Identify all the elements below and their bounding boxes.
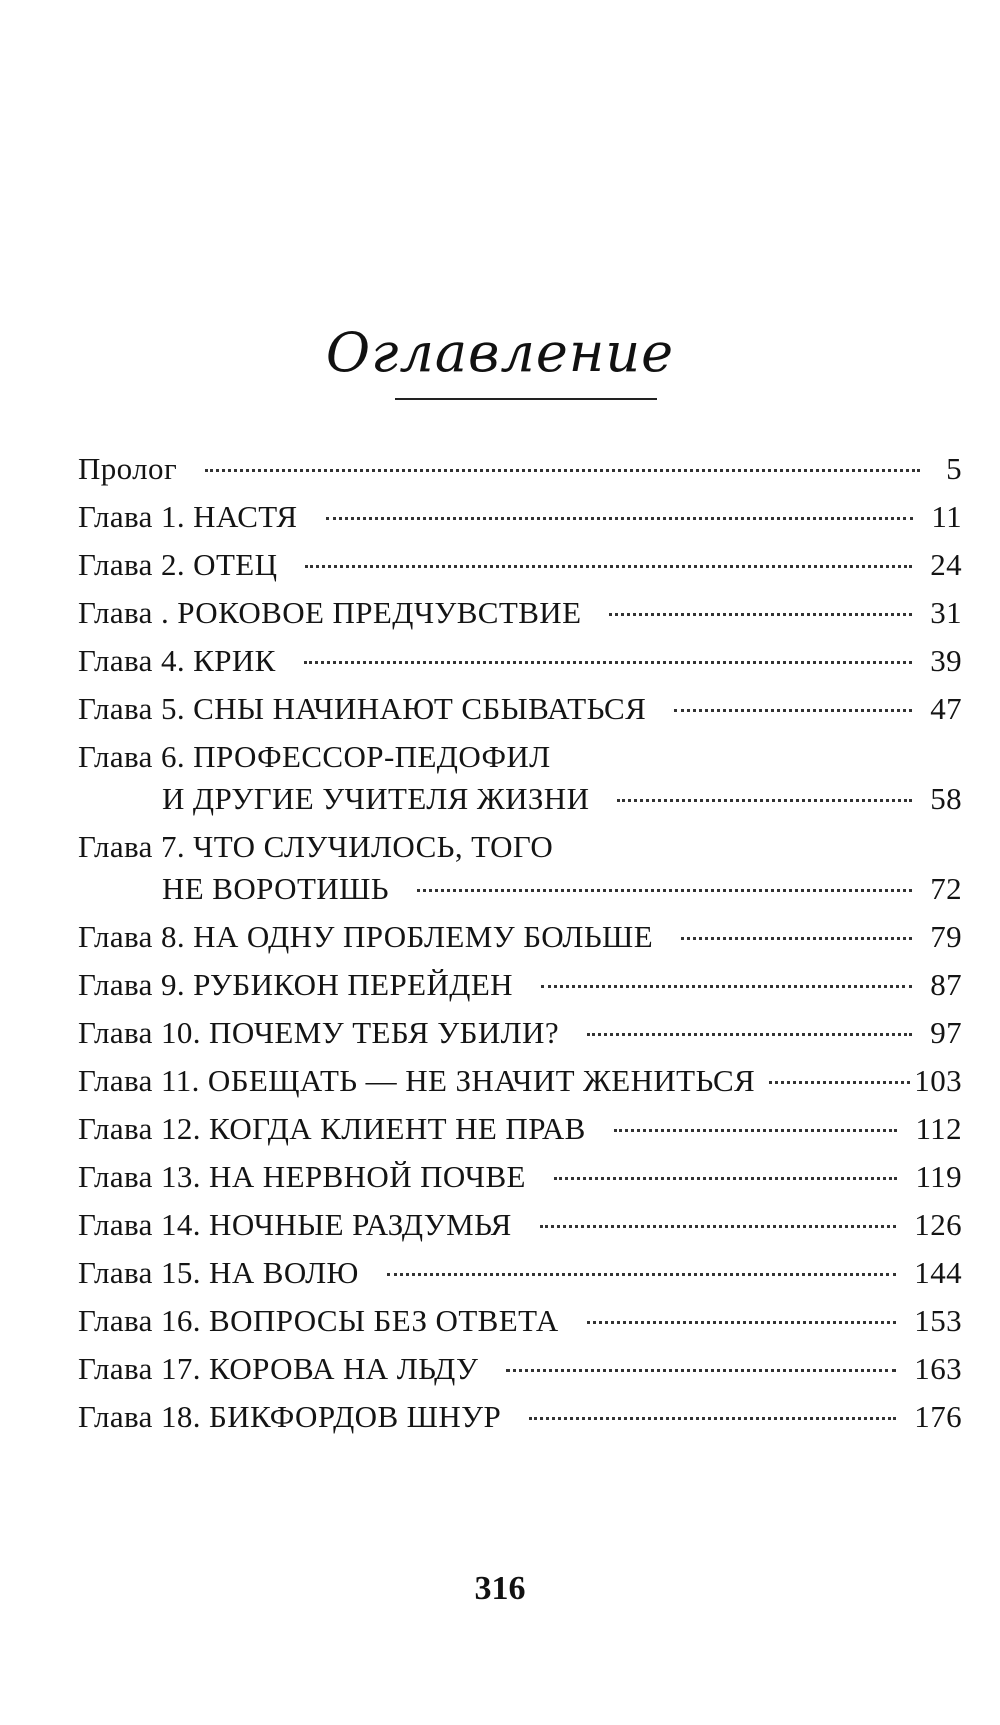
dot-leader xyxy=(554,1177,898,1180)
toc-entry-label: Глава 12. КОГДА КЛИЕНТ НЕ ПРАВ xyxy=(78,1111,586,1146)
toc-entry-chapter-5[interactable] xyxy=(78,688,962,730)
toc-entry-page: 39 xyxy=(930,643,962,678)
dot-leader xyxy=(674,709,912,712)
dot-leader xyxy=(540,1225,897,1228)
toc-entry-label: Глава 16. ВОПРОСЫ БЕЗ ОТВЕТА xyxy=(78,1303,559,1338)
toc-entry-label: Глава 18. БИКФОРДОВ ШНУР xyxy=(78,1399,502,1434)
toc-entry-page: 163 xyxy=(914,1351,962,1386)
toc-entry-chapter-15[interactable] xyxy=(78,1252,962,1294)
toc-entry-chapter-18[interactable] xyxy=(78,1396,962,1438)
dot-leader xyxy=(681,937,912,940)
toc-entry-label: Глава . РОКОВОЕ ПРЕДЧУВСТВИЕ xyxy=(78,595,582,630)
toc-entry-chapter-2[interactable] xyxy=(78,544,962,586)
toc-entry-label: Глава 2. ОТЕЦ xyxy=(78,547,278,582)
toc-entry-chapter-10[interactable] xyxy=(78,1012,962,1054)
dot-leader xyxy=(617,799,912,802)
toc-entry-chapter-14[interactable] xyxy=(78,1204,962,1246)
toc-entry-page: 97 xyxy=(930,1015,962,1050)
toc-entry-label: Глава 11. ОБЕЩАТЬ — НЕ ЗНАЧИТ ЖЕНИТЬСЯ xyxy=(78,1063,756,1098)
toc-entry-label-continued: И ДРУГИЕ УЧИТЕЛЯ ЖИЗНИ xyxy=(162,781,590,816)
toc-entry-page: 79 xyxy=(930,919,962,954)
toc-entry-chapter-4[interactable] xyxy=(78,640,962,682)
toc-entry-chapter-7[interactable] xyxy=(78,826,962,910)
toc-entry-page: 87 xyxy=(930,967,962,1002)
page-title: Оглавление xyxy=(325,321,675,384)
toc-entry-chapter-16[interactable] xyxy=(78,1300,962,1342)
toc-entry-chapter-13[interactable] xyxy=(78,1156,962,1198)
toc-entry-prologue[interactable] xyxy=(78,448,962,490)
dot-leader xyxy=(305,565,912,568)
toc-entry-page: 103 xyxy=(914,1063,962,1098)
toc-entry-chapter-6[interactable] xyxy=(78,736,962,820)
toc-entry-page: 112 xyxy=(915,1111,962,1146)
toc-entry-label: Глава 1. НАСТЯ xyxy=(78,499,298,534)
toc-entry-page: 47 xyxy=(930,691,962,726)
toc-entry-label: Глава 8. НА ОДНУ ПРОБЛЕМУ БОЛЬШЕ xyxy=(78,919,654,954)
toc-entry-label: Глава 4. КРИК xyxy=(78,643,276,678)
title-underline xyxy=(395,398,657,400)
toc-entry-page: 11 xyxy=(931,499,962,534)
toc-entry-page: 126 xyxy=(914,1207,962,1242)
toc-entry-page: 153 xyxy=(914,1303,962,1338)
toc-entry-page: 176 xyxy=(914,1399,962,1434)
table-of-contents xyxy=(78,448,962,1438)
toc-entry-label: Глава 5. СНЫ НАЧИНАЮТ СБЫВАТЬСЯ xyxy=(78,691,647,726)
toc-entry-chapter-1[interactable] xyxy=(78,496,962,538)
toc-entry-page: 119 xyxy=(915,1159,962,1194)
toc-entry-label: Глава 9. РУБИКОН ПЕРЕЙДЕН xyxy=(78,967,513,1002)
toc-entry-label: Глава 10. ПОЧЕМУ ТЕБЯ УБИЛИ? xyxy=(78,1015,559,1050)
dot-leader xyxy=(587,1321,897,1324)
dot-leader xyxy=(769,1081,910,1084)
toc-entry-page: 31 xyxy=(930,595,962,630)
page-number: 316 xyxy=(474,1570,526,1607)
toc-entry-label: Глава 6. ПРОФЕССОР-ПЕДОФИЛ xyxy=(78,739,551,774)
toc-entry-label: Глава 7. ЧТО СЛУЧИЛОСЬ, ТОГО xyxy=(78,829,554,864)
dot-leader xyxy=(587,1033,912,1036)
dot-leader xyxy=(417,889,912,892)
toc-entry-page: 58 xyxy=(930,781,962,816)
dot-leader xyxy=(506,1369,896,1372)
toc-entry-label: Глава 13. НА НЕРВНОЙ ПОЧВЕ xyxy=(78,1159,526,1194)
dot-leader xyxy=(304,661,912,664)
dot-leader xyxy=(541,985,912,988)
toc-entry-page: 5 xyxy=(946,451,962,486)
dot-leader xyxy=(205,469,920,472)
dot-leader xyxy=(387,1273,897,1276)
toc-entry-chapter-12[interactable] xyxy=(78,1108,962,1150)
toc-entry-page: 144 xyxy=(914,1255,962,1290)
toc-entry-label: Пролог xyxy=(78,451,178,486)
toc-entry-chapter-8[interactable] xyxy=(78,916,962,958)
toc-entry-label: Глава 14. НОЧНЫЕ РАЗДУМЬЯ xyxy=(78,1207,512,1242)
dot-leader xyxy=(609,613,912,616)
dot-leader xyxy=(614,1129,898,1132)
toc-entry-label: Глава 15. НА ВОЛЮ xyxy=(78,1255,359,1290)
toc-entry-label: Глава 17. КОРОВА НА ЛЬДУ xyxy=(78,1351,479,1386)
toc-entry-chapter-11[interactable] xyxy=(78,1060,962,1102)
toc-entry-page: 72 xyxy=(930,871,962,906)
toc-entry-chapter-9[interactable] xyxy=(78,964,962,1006)
dot-leader xyxy=(529,1417,896,1420)
toc-entry-label-continued: НЕ ВОРОТИШЬ xyxy=(162,871,389,906)
dot-leader xyxy=(326,517,914,520)
toc-entry-chapter-3[interactable] xyxy=(78,592,962,634)
toc-entry-page: 24 xyxy=(930,547,962,582)
toc-entry-chapter-17[interactable] xyxy=(78,1348,962,1390)
